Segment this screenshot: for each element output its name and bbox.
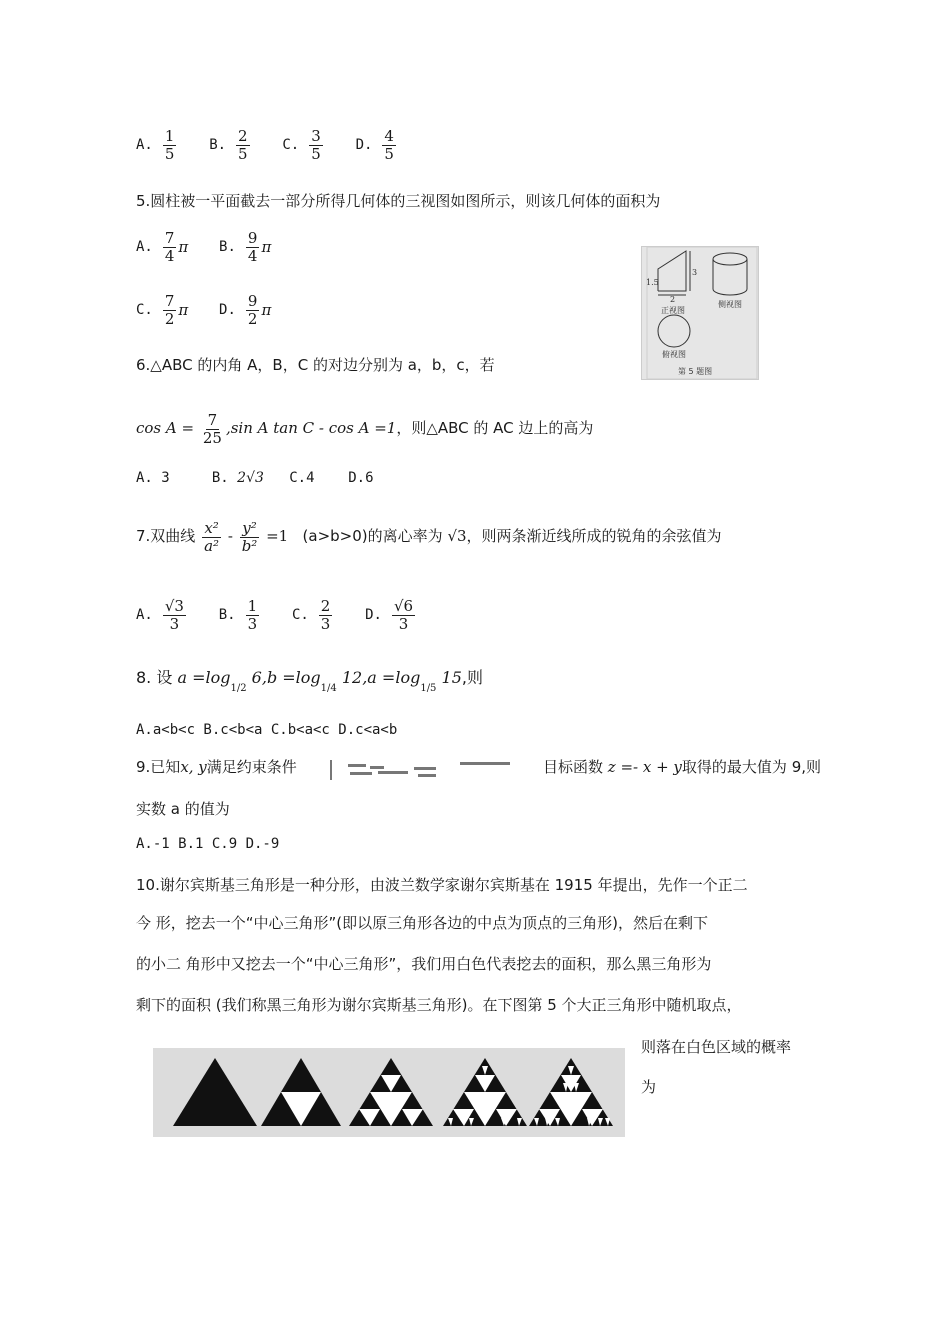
q10-line1: 10.谢尔宾斯基三角形是一种分形，由波兰数学家谢尔宾斯基在 1915 年提出，先作一个正二 [136, 876, 748, 894]
q8-options: A.a<b<c B.c<b<a C.b<a<c D.c<a<b [136, 722, 398, 738]
q7-option-b: B. $\frac{1}{3}$ [218, 597, 258, 633]
three-view-drawing [642, 247, 758, 379]
q6-options: A. 3 B. 2√3 C.4 D.6 [136, 470, 374, 486]
svg-text:3: 3 [692, 268, 698, 277]
q7-option-c: C. $\frac{2}{3}$ [291, 597, 331, 633]
q10-line3: 的小二 角形中又挖去一个“中心三角形”，我们用白色代表挖去的面积，那么黑三角形为 [136, 955, 712, 973]
three-view-figure [641, 246, 759, 380]
sierpinski-triangles [153, 1048, 625, 1137]
q8-stem: 8. 设 $a =\log_{1/2}$ $6,b =\log_{1/4}$ $12,a =\log_{1/5}$ 15,则 [136, 668, 483, 694]
q5-options-row2 [136, 293, 297, 327]
q9-line2: 实数 a 的值为 [136, 800, 230, 818]
q6-stem: 6.△ABC 的内角 A，B，C 的对边分别为 a，b，c，若 [136, 356, 495, 374]
q4-options [136, 128, 424, 162]
svg-text:第 5 题图: 第 5 题图 [678, 367, 713, 376]
q10-line5: 则落在白色区域的概率 [641, 1038, 792, 1056]
q10-line2: 今 形，挖去一个“中心三角形”(即以原三角形各边的中点为顶点的三角形)，然后在剩下 [136, 914, 709, 932]
q5-option-c: C. $\frac{7}{2}$ π [136, 292, 189, 328]
q10-line6: 为 [641, 1078, 657, 1096]
svg-text:正视图: 正视图 [661, 306, 685, 315]
q7-option-d: D. $\frac{√6}{3}$ [365, 597, 414, 633]
svg-text:俯视图: 俯视图 [662, 350, 686, 359]
q5-options-row1 [136, 230, 297, 264]
q4-option-a: A. $\frac{1}{5}$ [136, 127, 175, 163]
q6-condition: cos A = $\frac{7}{25}$ ,sin A tan C - cos A =1，则△ABC 的 AC 边上的高为 [136, 411, 594, 447]
q10-line4: 剩下的面积 (我们称黑三角形为谢尔宾斯基三角形)。在下图第 5 个大正三角形中随机取点， [136, 996, 742, 1014]
q4-option-d: D. $\frac{4}{5}$ [355, 127, 394, 163]
q5-option-d: D. $\frac{9}{2}$ π [219, 292, 272, 328]
svg-text:1.5: 1.5 [646, 278, 659, 287]
constraint-system-image [330, 758, 530, 782]
sierpinski-figure [153, 1048, 625, 1137]
svg-text:侧视图: 侧视图 [718, 300, 742, 309]
q7-options [136, 598, 443, 632]
q7-stem: 7.双曲线 $\frac{\text{x²}}{\text{a²}}$ - $\frac{\text{y²}}{\text{b²}}$ =1 (a>b>0)的离心率为 √3，则两条渐近线所成的锐角的余弦值为 [136, 519, 722, 555]
q4-option-c: C. $\frac{3}{5}$ [282, 127, 321, 163]
q5-option-b: B. $\frac{9}{4}$ π [219, 229, 272, 265]
q9-objective: 目标函数 z =- x + y取得的最大值为 9,则 [543, 758, 822, 776]
q7-option-a: A. $\frac{√3}{3}$ [136, 597, 184, 633]
q5-stem: 5.圆柱被一平面截去一部分所得几何体的三视图如图所示，则该几何体的面积为 [136, 192, 661, 210]
q5-option-a: A. $\frac{7}{4}$ π [136, 229, 189, 265]
q9-stem: 9.已知x, y满足约束条件 [136, 758, 297, 776]
svg-text:2: 2 [670, 295, 676, 304]
q4-option-b: B. $\frac{2}{5}$ [209, 127, 248, 163]
q9-options: A.-1 B.1 C.9 D.-9 [136, 836, 280, 852]
